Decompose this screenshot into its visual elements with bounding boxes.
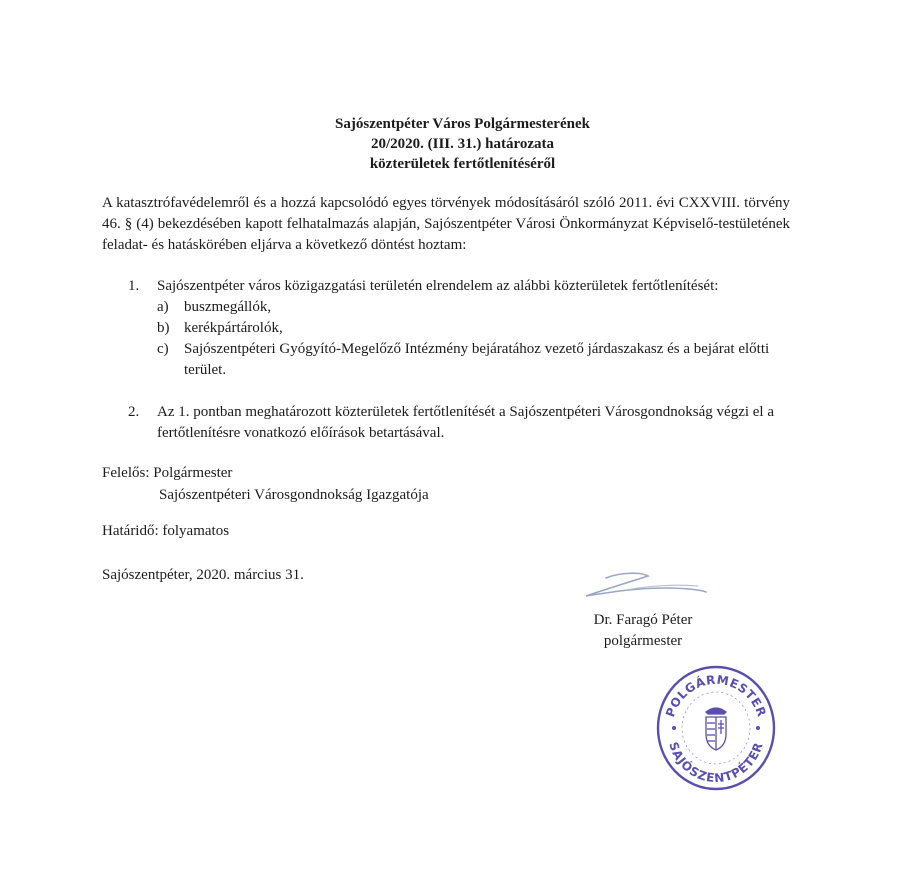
title-line-2: 20/2020. (III. 31.) határozata xyxy=(370,136,555,152)
coat-of-arms-icon xyxy=(706,708,726,750)
document-title xyxy=(0,114,909,174)
place-date: Sajószentpéter, 2020. március 31. xyxy=(102,567,304,583)
deadline: Határidő: folyamatos xyxy=(102,523,230,539)
title-line-1: Sajószentpéter Város Polgármesterének xyxy=(335,116,590,132)
sub-item-text: kerékpártárolók, xyxy=(184,320,283,336)
list-item-1 xyxy=(102,276,802,297)
responsible-block xyxy=(102,462,429,506)
signer-name: Dr. Faragó Péter xyxy=(593,612,693,628)
intro-paragraph: A katasztrófavédelemről és a hozzá kapcsolódó egyes törvények módosításáról szóló 2011. évi CXXVIII. törvény 46. § (4) bekezdésében kapott felhatalmazás alapján, Sajószentpéter Városi Önkormányzat Képviselő-testületének feladat- és hatáskörében eljárva a következő döntést hoztam: xyxy=(102,195,790,253)
sub-item-c xyxy=(102,339,802,381)
title-line-3: közterületek fertőtlenítéséről xyxy=(369,156,556,172)
stamp-bottom-text: SAJÓSZENTPÉTER xyxy=(666,740,766,786)
responsible-line-2: Sajószentpéteri Városgondnokság Igazgatója xyxy=(159,487,429,503)
item-text: Az 1. pontban meghatározott közterületek fertőtlenítését a Sajószentpéteri Városgondnokság végzi el a fertőtlenítésre vonatkozó előírások betartásával. xyxy=(157,404,775,441)
list-item-2 xyxy=(102,402,802,444)
sub-item-b xyxy=(102,318,802,339)
signer-title: polgármester xyxy=(603,633,683,649)
sub-item-letter: b) xyxy=(157,320,170,336)
item-text: Sajószentpéter város közigazgatási területén elrendelem az alábbi közterületek fertőtlenítését: xyxy=(157,278,719,294)
sub-item-letter: a) xyxy=(157,299,169,315)
signature-image xyxy=(566,566,716,602)
item-number: 1. xyxy=(128,278,140,294)
responsible-line-1: Felelős: Polgármester xyxy=(102,465,233,481)
decision-list xyxy=(102,276,802,444)
sub-item-letter: c) xyxy=(157,341,169,357)
sub-item-text: buszmegállók, xyxy=(184,299,272,315)
item-number: 2. xyxy=(128,404,140,420)
official-stamp xyxy=(654,662,778,792)
sub-list xyxy=(102,297,802,381)
signer-block xyxy=(580,610,706,652)
sub-item-a xyxy=(102,297,802,318)
stamp-top-text: POLGÁRMESTER xyxy=(663,672,769,719)
sub-item-text: Sajószentpéteri Gyógyító-Megelőző Intézmény bejáratához vezető járdaszakasz és a bejárat előtti terület. xyxy=(184,341,770,378)
